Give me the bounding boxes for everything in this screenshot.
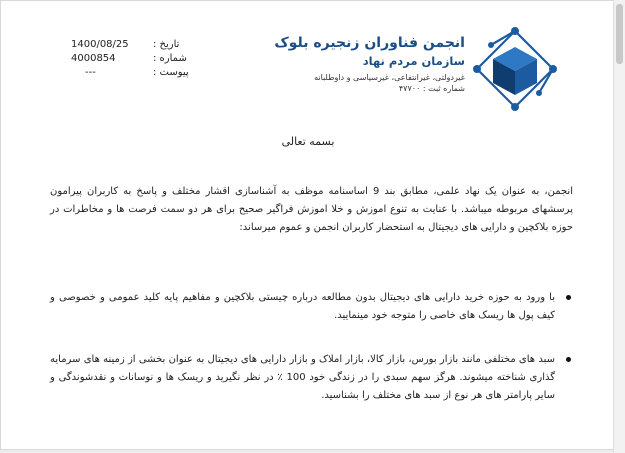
attachment-row xyxy=(71,66,191,80)
letter-meta xyxy=(71,38,191,80)
date-value: 1400/08/25 xyxy=(71,39,129,50)
attachment-label: پیوست : xyxy=(153,67,189,78)
number-row xyxy=(71,52,191,66)
bullet-dot-icon xyxy=(566,295,571,300)
scrollbar-thumb[interactable] xyxy=(616,4,623,64)
vertical-scrollbar[interactable] xyxy=(613,0,625,453)
date-label: تاریخ : xyxy=(153,39,180,50)
registration-number: شماره ثبت : ۴۷۷۰۰ xyxy=(398,84,465,93)
number-value: 4000854 xyxy=(71,53,116,64)
organization-header xyxy=(265,34,465,94)
org-subtitle: سازمان مردم نهاد xyxy=(362,54,465,68)
attachment-value: --- xyxy=(85,67,96,78)
list-item-text: با ورود به حوزه خرید دارایی های دیجیتال بدون مطالعه درباره چیستی بلاکچین و مفاهیم پایه کلید عمومی و خصوصی و کیف پول ها ریسک های خاصی را متوجه خود مینمایید. xyxy=(50,292,555,321)
date-row xyxy=(71,38,191,52)
org-name: انجمن فناوران زنجیره بلوک xyxy=(274,35,465,51)
number-label: شماره : xyxy=(153,53,187,64)
org-description: غیردولتی، غیرانتفاعی، غیرسیاسی و داوطلبانه xyxy=(314,73,465,82)
intro-paragraph: انجمن، به عنوان یک نهاد علمی، مطابق بند 9 اساسنامه موظف به آشناسازی اقشار مختلف و پاسخ به کاربران پیرامون پرسشهای مربوطه میباشد. با عنایت به تنوع اموزش و خلا اموزش فراگیر صحیح برای هر دو سمت فرصت ها و مخاطرات در حوزه بلاکچین و دارایی های دیجیتال به استحضار کاربران انجمن و عموم میرساند: xyxy=(50,186,573,233)
list-item-text: سبد های مختلفی مانند بازار بورس، بازار کالا، بازار املاک و بازار دارایی های دیجیتال به عنوان بخشی از زمینه های سرمایه گذاری شناخته میشوند. هرگز سهم سبدی را در زندگی خود 100 ٪ در نظر نگیرید و ریسک ها و نوسانات و نقدشوندگی و سایر پارامتر های هر نوع از سبد های مختلف را بشناسید. xyxy=(50,354,555,401)
bullet-list-2 xyxy=(50,351,573,405)
bullet-list-1 xyxy=(50,289,573,325)
blockchain-logo-icon xyxy=(471,25,559,113)
list-item xyxy=(50,351,573,405)
basmala: بسمه تعالی xyxy=(281,135,335,148)
bullet-dot-icon xyxy=(566,357,571,362)
list-item xyxy=(50,289,573,325)
